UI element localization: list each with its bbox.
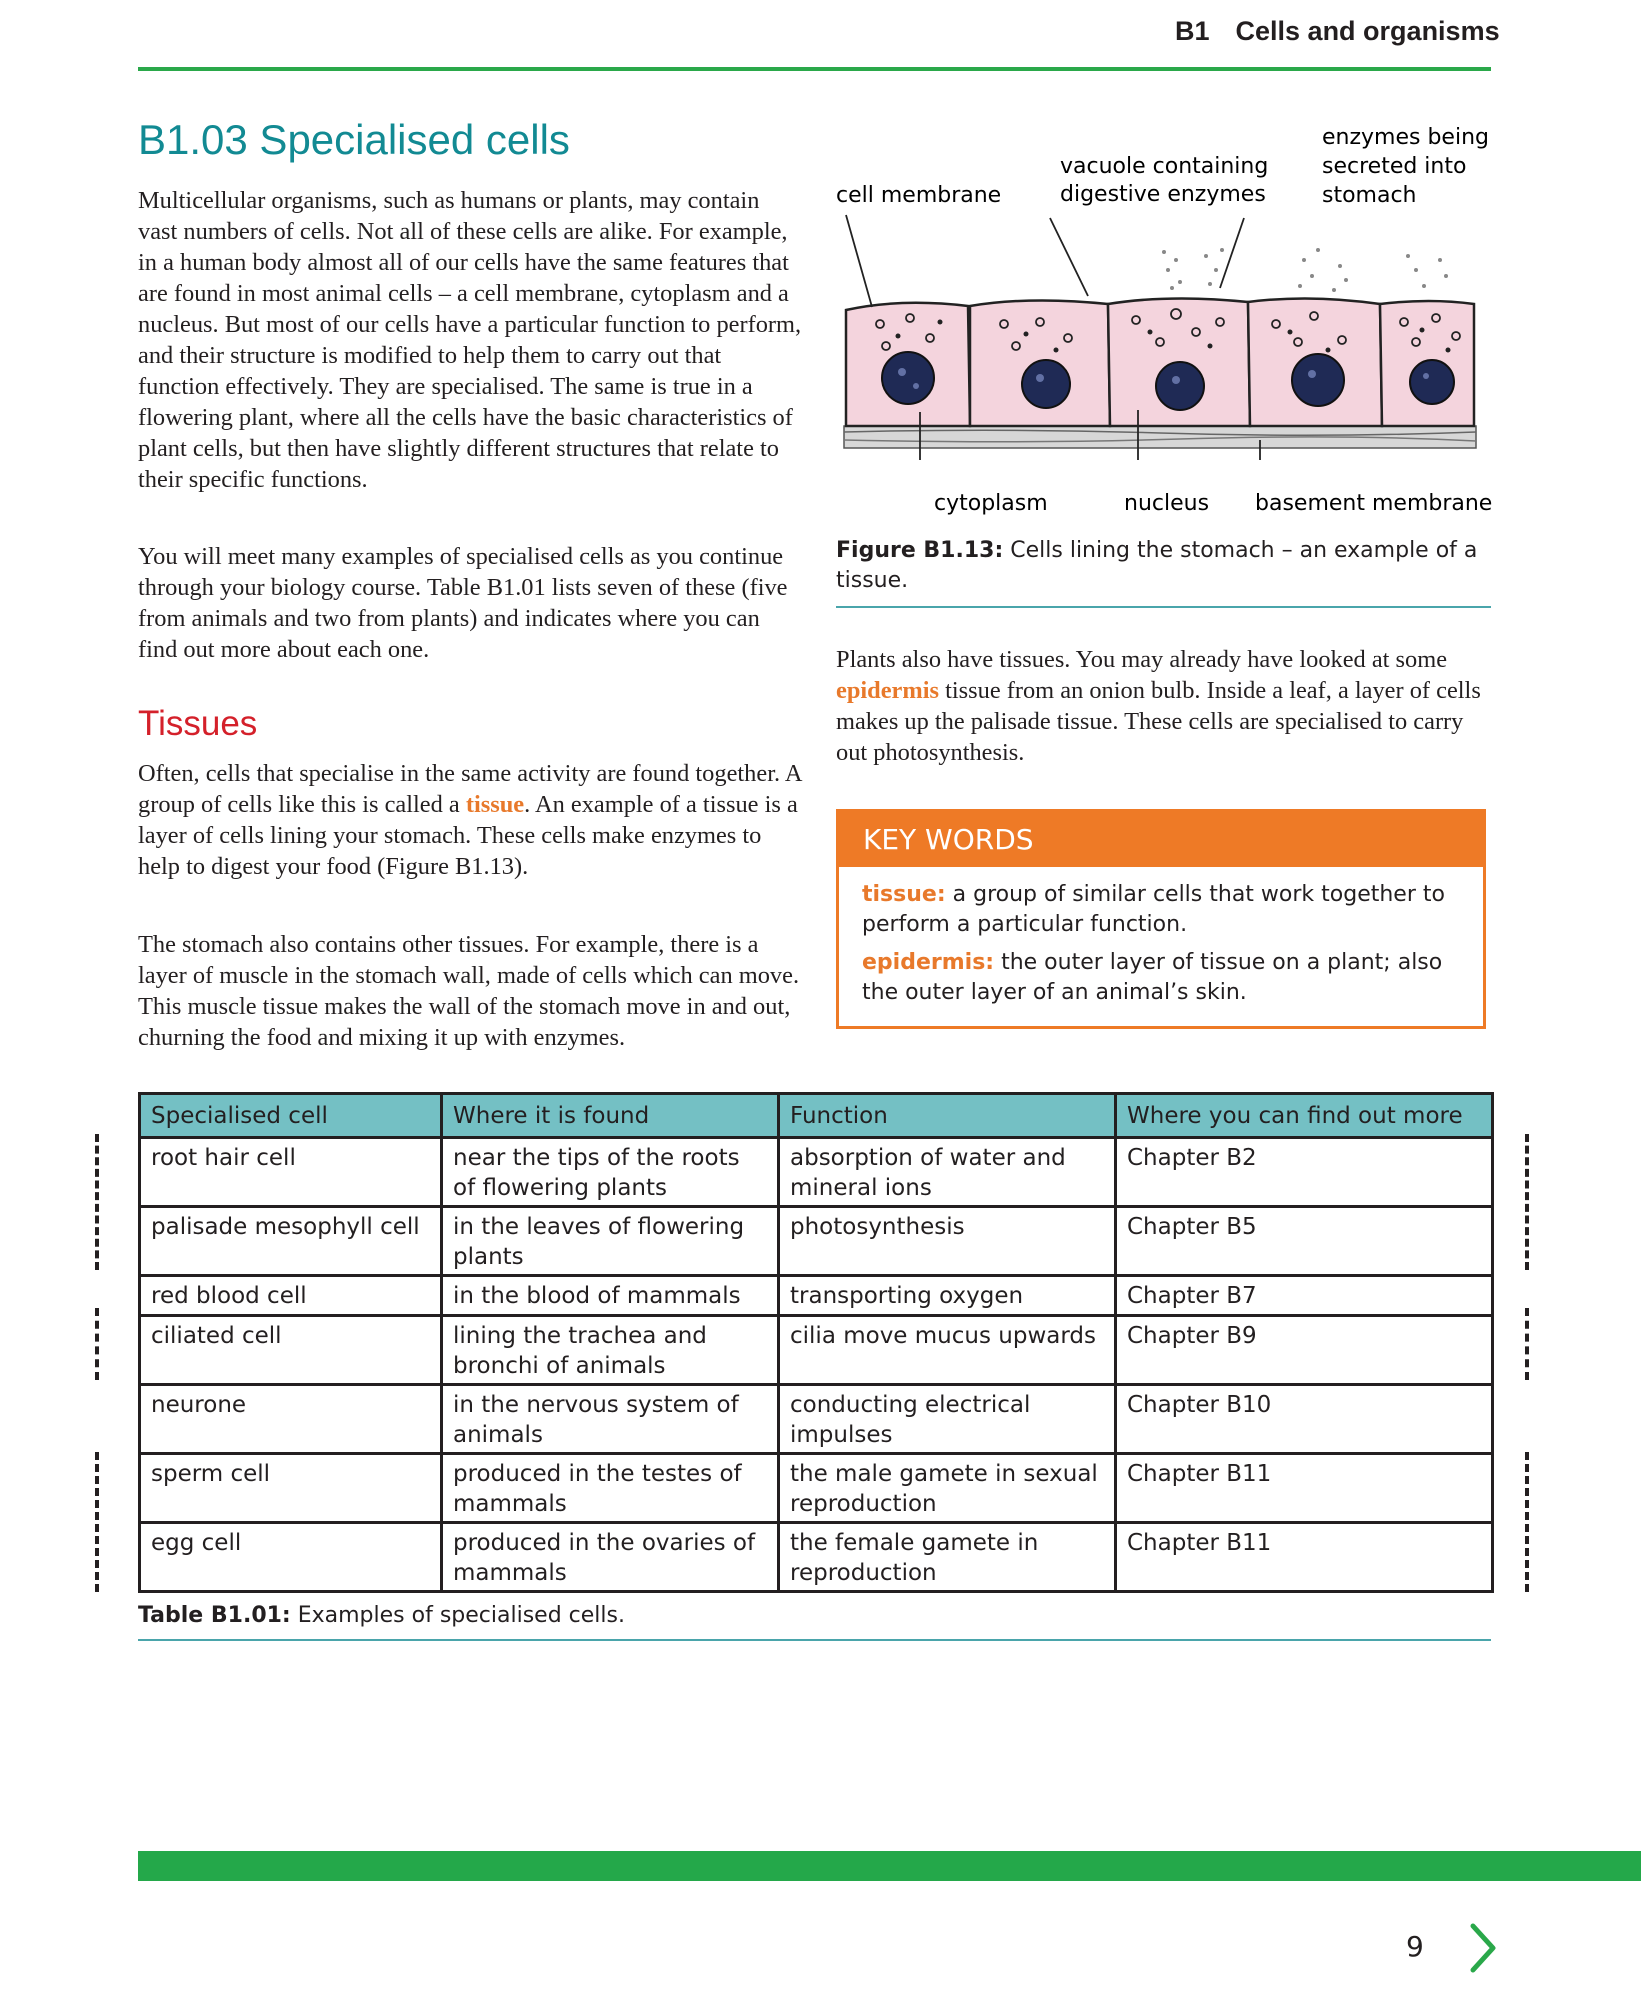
- table-cell: palisade mesophyll cell: [140, 1207, 442, 1276]
- table-row: [140, 1138, 1493, 1207]
- margin-dash-mark: [95, 1134, 103, 1270]
- table-cell: root hair cell: [140, 1138, 442, 1207]
- table-cell: sperm cell: [140, 1454, 442, 1523]
- specialised-cells-table: [138, 1092, 1491, 1593]
- table-cell: Chapter B11: [1116, 1454, 1493, 1523]
- figure-caption-label: Figure B1.13:: [836, 538, 1004, 563]
- table-cell: conducting electrical impulses: [779, 1385, 1116, 1454]
- nucleus-5: [1410, 360, 1454, 404]
- secreted-enzymes: [1162, 248, 1448, 292]
- figure-caption: [836, 536, 1486, 596]
- section-title: B1.03 Specialised cells: [138, 116, 570, 163]
- table-cell: near the tips of the roots of flowering plants: [442, 1138, 779, 1207]
- plants-text-b: tissue from an onion bulb. Inside a leaf, a layer of cells makes up the palisade tissue. These cells are specialised to carry out photosynthesis.: [836, 677, 1481, 766]
- table-row: [140, 1385, 1493, 1454]
- table-cell: red blood cell: [140, 1276, 442, 1316]
- table-cell: Chapter B7: [1116, 1276, 1493, 1316]
- stomach-lining-figure: [820, 110, 1496, 530]
- label-cell-membrane: cell membrane: [836, 183, 1002, 208]
- footer-bar: [138, 1851, 1641, 1881]
- table-cell: photosynthesis: [779, 1207, 1116, 1276]
- key-words-box: [836, 809, 1486, 1029]
- nucleus-4: [1292, 354, 1344, 406]
- next-page-button[interactable]: [1468, 1922, 1498, 1979]
- margin-dash-mark: [95, 1452, 103, 1592]
- table-header: Where you can find out more: [1116, 1094, 1493, 1138]
- header-rule: [138, 67, 1491, 71]
- tissues-text-b: . An example of a tissue is a layer of cells lining your stomach. These cells make enzymes to help to digest your food (Figure B1.13).: [138, 791, 798, 880]
- table-rule: [138, 1639, 1491, 1641]
- chapter-code: B1: [1175, 16, 1210, 46]
- kw-term-epidermis: epidermis:: [862, 950, 995, 975]
- tissues-heading: Tissues: [138, 704, 258, 743]
- chevron-right-icon: [1468, 1922, 1498, 1974]
- chapter-title: Cells and organisms: [1235, 16, 1500, 46]
- table-cell: cilia move mucus upwards: [779, 1316, 1116, 1385]
- table-row: [140, 1454, 1493, 1523]
- label-enzymes-2: secreted into: [1322, 154, 1467, 179]
- label-enzymes-1: enzymes being: [1322, 125, 1489, 150]
- table-header: Function: [779, 1094, 1116, 1138]
- table-cell: Chapter B2: [1116, 1138, 1493, 1207]
- margin-dash-mark: [95, 1308, 103, 1380]
- label-basement-membrane: basement membrane: [1255, 491, 1493, 516]
- nucleus-1: [882, 352, 934, 404]
- epithelial-cells: [846, 298, 1474, 426]
- table-header: Specialised cell: [140, 1094, 442, 1138]
- table-row: [140, 1276, 1493, 1316]
- table-cell: Chapter B11: [1116, 1523, 1493, 1592]
- table-cell: in the leaves of flowering plants: [442, 1207, 779, 1276]
- stomach-lining-diagram: [820, 110, 1496, 530]
- table-cell: Chapter B9: [1116, 1316, 1493, 1385]
- plant-tissues-paragraph: [836, 644, 1486, 768]
- label-enzymes-3: stomach: [1322, 183, 1417, 208]
- running-header: [1175, 16, 1500, 47]
- table-cell: lining the trachea and bronchi of animals: [442, 1316, 779, 1385]
- table-cell: the female gamete in reproduction: [779, 1523, 1116, 1592]
- table-header: Where it is found: [442, 1094, 779, 1138]
- label-vacuole-1: vacuole containing: [1060, 154, 1269, 179]
- keyword-tissue[interactable]: tissue: [465, 791, 525, 818]
- table-cell: transporting oxygen: [779, 1276, 1116, 1316]
- table-cell: absorption of water and mineral ions: [779, 1138, 1116, 1207]
- tissues-text-a: Often, cells that specialise in the same activity are found together. A group of cells like this is called a: [138, 760, 802, 818]
- kw-def-epidermis: the outer layer of tissue on a plant; also the outer layer of an animal’s skin.: [862, 950, 1443, 1005]
- table-row: [140, 1523, 1493, 1592]
- margin-dash-mark: [1525, 1452, 1533, 1592]
- page-number: 9: [1406, 1930, 1424, 1963]
- table-cell: produced in the testes of mammals: [442, 1454, 779, 1523]
- table-caption-text: Examples of specialised cells.: [290, 1603, 625, 1628]
- intro-paragraph: Multicellular organisms, such as humans or plants, may contain vast numbers of cells. Not all of these cells are alike. For example, in a human body almost all of our cells have the same features that are found in most animal cells – a cell membrane, cytoplasm and a nucleus. But most of our cells have a particular function to perform, and their structure is modified to help them to carry out that function effectively. They are specialised. The same is true in a flowering plant, where all the cells have the basic characteristics of plant cells, but then have slightly different structures that relate to their specific functions.: [138, 187, 802, 493]
- label-nucleus: nucleus: [1124, 491, 1210, 516]
- kw-def-tissue: a group of similar cells that work together to perform a particular function.: [862, 882, 1445, 937]
- label-vacuole-2: digestive enzymes: [1060, 182, 1266, 207]
- keyword-epidermis[interactable]: epidermis: [836, 677, 939, 704]
- table-cell: egg cell: [140, 1523, 442, 1592]
- key-word-epidermis: [862, 948, 1462, 1008]
- plants-text-a: Plants also have tissues. You may already have looked at some: [836, 646, 1448, 673]
- table-cell: Chapter B5: [1116, 1207, 1493, 1276]
- stomach-tissues-paragraph: The stomach also contains other tissues. For example, there is a layer of muscle in the stomach wall, made of cells which can move. This muscle tissue makes the wall of the stomach move in and out, churning the food and mixing it up with enzymes.: [138, 931, 800, 1051]
- table-cell: in the nervous system of animals: [442, 1385, 779, 1454]
- table-caption: [138, 1603, 625, 1628]
- table-row: [140, 1207, 1493, 1276]
- kw-term-tissue: tissue:: [862, 882, 946, 907]
- table-cell: in the blood of mammals: [442, 1276, 779, 1316]
- margin-dash-mark: [1525, 1308, 1533, 1380]
- nucleus-2: [1022, 360, 1070, 408]
- nucleus-3: [1156, 362, 1204, 410]
- figure-rule: [836, 606, 1491, 608]
- figure-caption-text: Cells lining the stomach – an example of a tissue.: [836, 538, 1478, 593]
- table-row: [140, 1316, 1493, 1385]
- table-cell: Chapter B10: [1116, 1385, 1493, 1454]
- key-word-tissue: [862, 880, 1462, 940]
- tissues-paragraph: [138, 758, 803, 882]
- margin-dash-mark: [1525, 1134, 1533, 1270]
- table-intro-paragraph: You will meet many examples of specialised cells as you continue through your biology course. Table B1.01 lists seven of these (five from animals and two from plants) and indicates where you can find out more about each one.: [138, 543, 788, 663]
- key-words-heading: KEY WORDS: [839, 812, 1483, 867]
- label-cytoplasm: cytoplasm: [934, 491, 1048, 516]
- table-cell: produced in the ovaries of mammals: [442, 1523, 779, 1592]
- table-cell: the male gamete in sexual reproduction: [779, 1454, 1116, 1523]
- table-cell: ciliated cell: [140, 1316, 442, 1385]
- table-cell: neurone: [140, 1385, 442, 1454]
- table-header-row: [140, 1094, 1493, 1138]
- table-caption-label: Table B1.01:: [138, 1603, 291, 1628]
